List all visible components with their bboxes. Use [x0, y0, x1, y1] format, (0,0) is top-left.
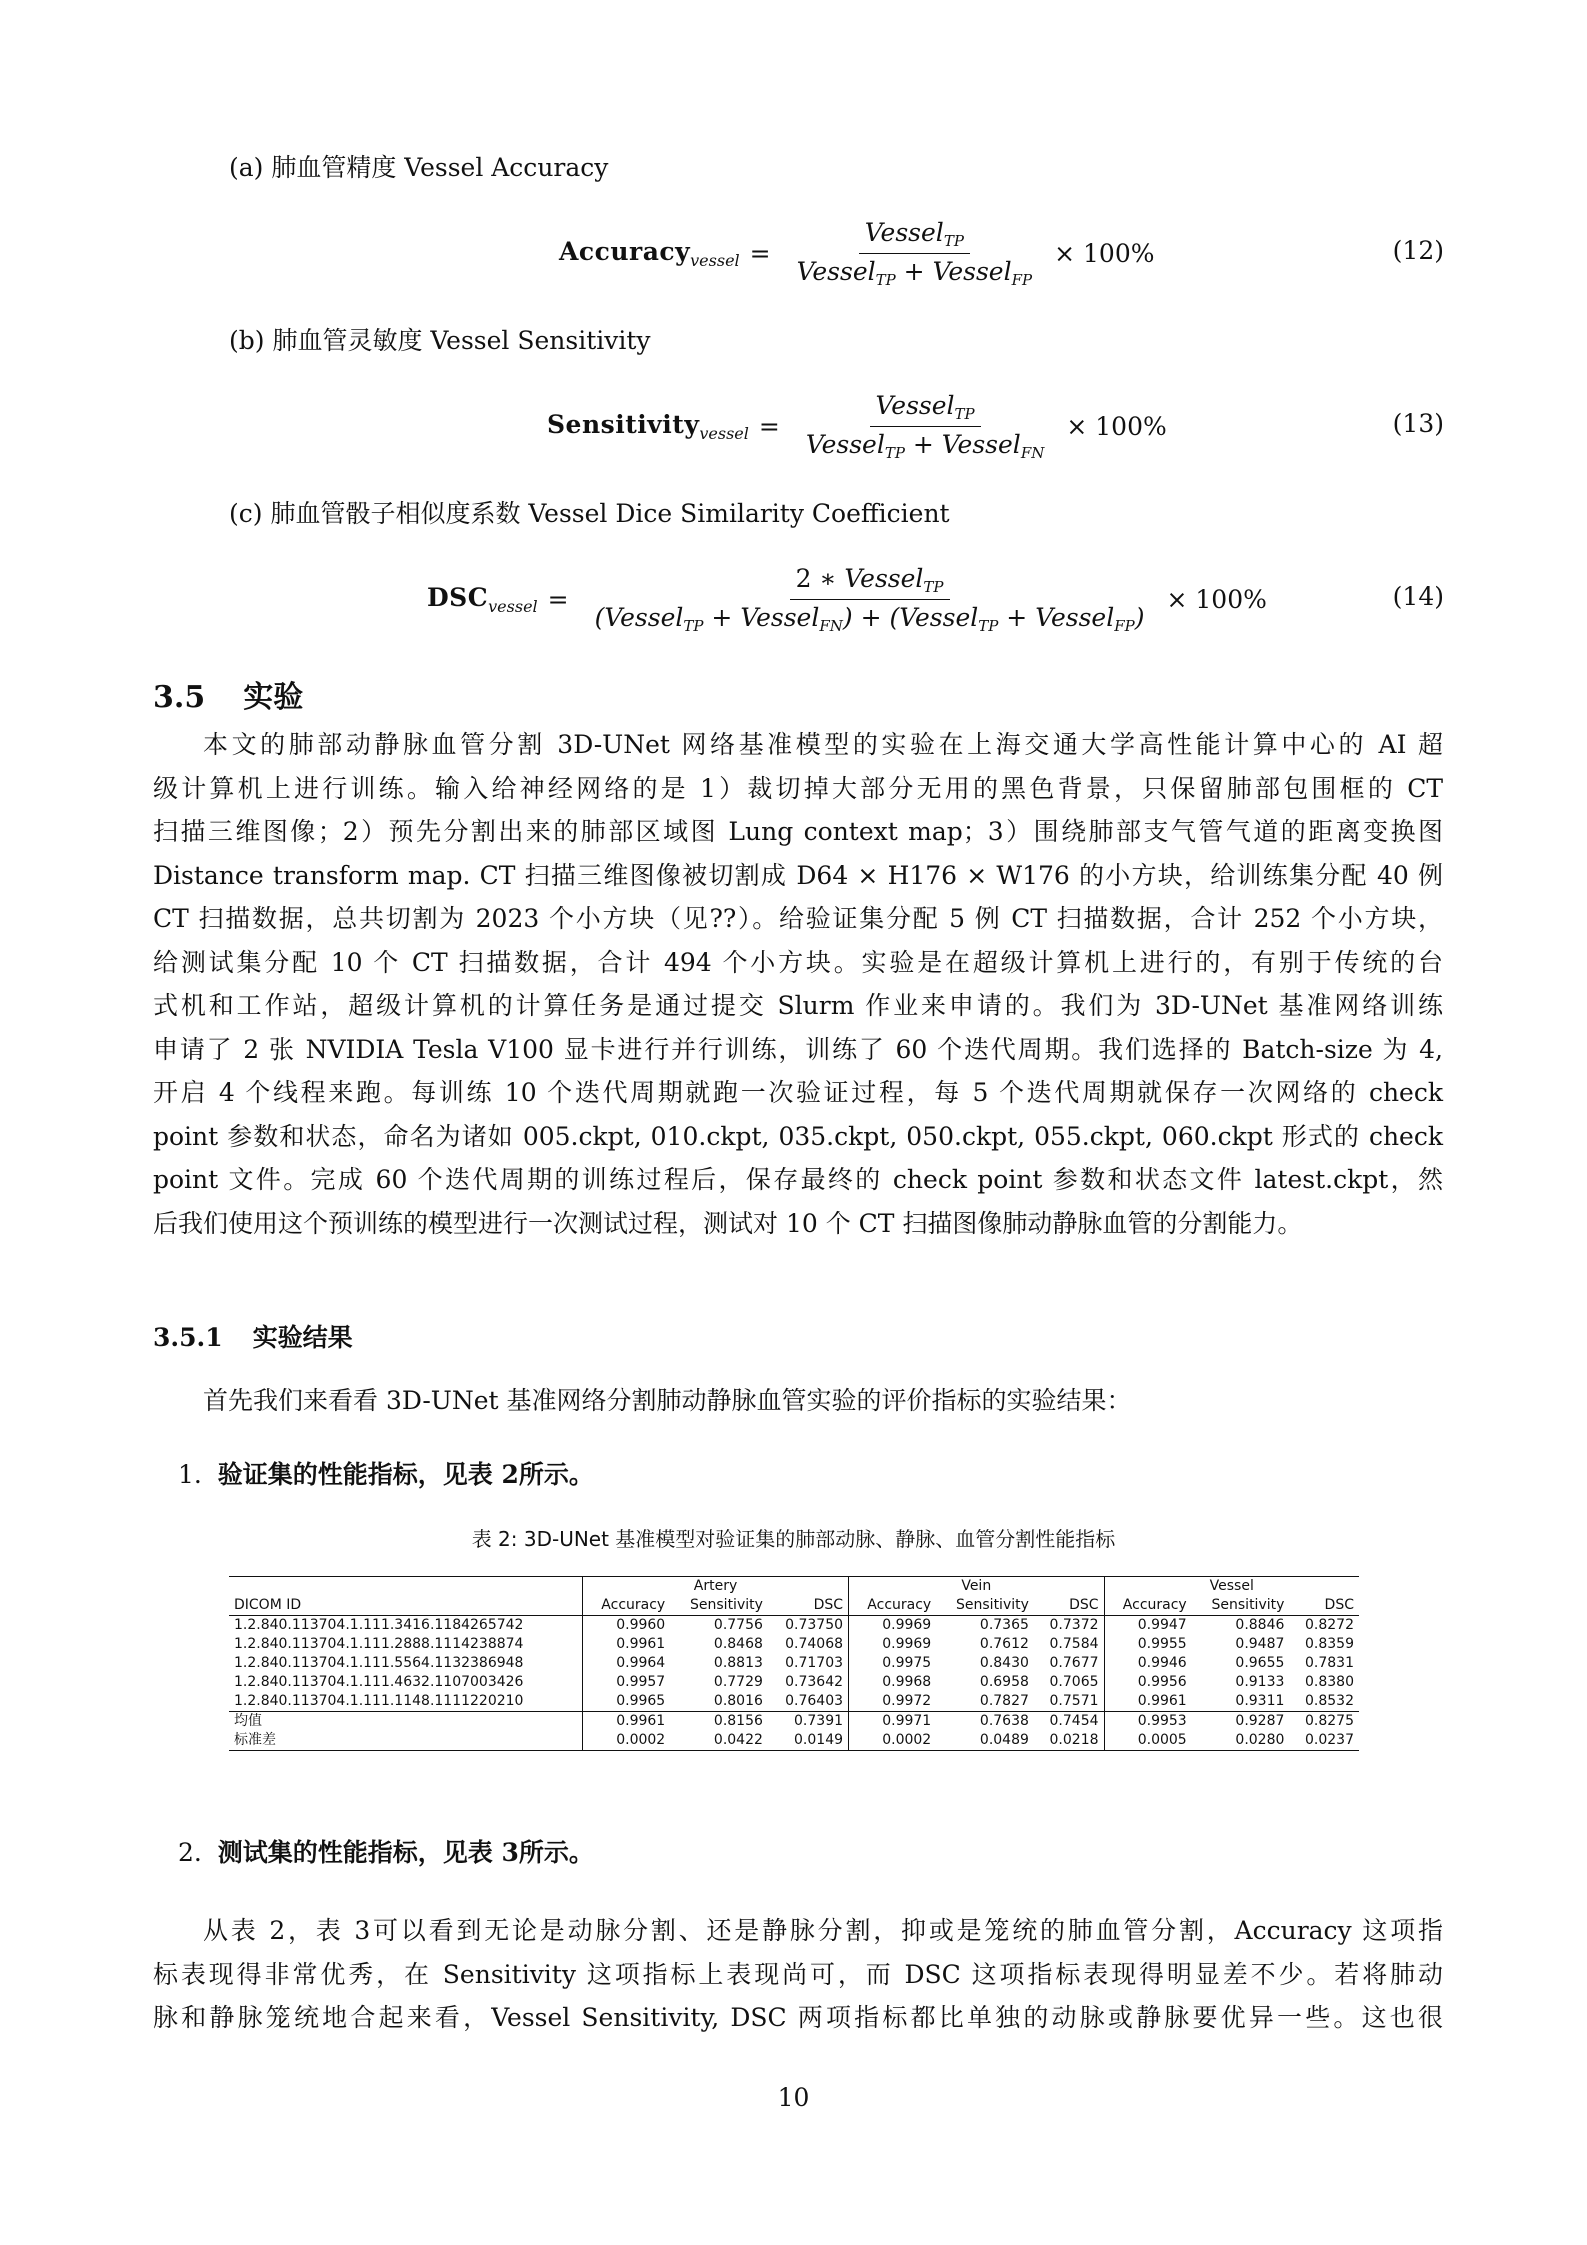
eq12-lhs: Accuracy$_{vessel}$ [559, 236, 740, 270]
metric-cell: 0.9133 [1235, 1674, 1285, 1690]
metric-cell: 0.8468 [713, 1636, 763, 1652]
metric-cell: 0.9965 [616, 1693, 666, 1709]
metric-cell: 0.0002 [583, 1731, 671, 1751]
header-dsc: DSC [768, 1596, 849, 1616]
metric-cell: 0.9964 [616, 1655, 666, 1671]
metric-cell: 0.8156 [670, 1712, 768, 1732]
metric-cell: 0.7677 [1034, 1654, 1104, 1673]
header-accuracy: Accuracy [1104, 1596, 1192, 1616]
metric-cell: 0.74068 [768, 1635, 849, 1654]
metric-cell: 0.8846 [1235, 1617, 1285, 1633]
list-item-validation: 1. 验证集的性能指标，见表 2所示。 [178, 1460, 594, 1489]
list-item-test: 2. 测试集的性能指标，见表 3所示。 [178, 1838, 594, 1867]
metric-cell: 0.9968 [882, 1674, 932, 1690]
metric-cell: 0.8430 [979, 1655, 1029, 1671]
table-caption: 表 2: 3D-UNet 基准模型对验证集的肺部动脉、静脉、血管分割性能指标 [471, 1527, 1116, 1551]
header-dsc: DSC [1289, 1596, 1359, 1616]
metric-cell: 0.9947 [1137, 1617, 1187, 1633]
eq13-fraction: $\frac{Vessel_{TP}}{Vessel_{TP} + Vessel_{FN}}$ [805, 390, 1045, 462]
metric-cell: 0.0280 [1192, 1731, 1290, 1751]
row-label: 1.2.840.113704.1.111.3416.1184265742 [229, 1616, 583, 1636]
metric-cell: 0.9956 [1137, 1674, 1187, 1690]
item-b: (b) 肺血管灵敏度 Vessel Sensitivity [229, 326, 651, 355]
metric-cell: 0.9960 [616, 1617, 666, 1633]
metric-cell: 0.0422 [670, 1731, 768, 1751]
metric-cell: 0.9957 [616, 1674, 666, 1690]
metric-cell: 0.9287 [1192, 1712, 1290, 1732]
header-sensitivity: Sensitivity [936, 1596, 1034, 1616]
metric-cell: 0.7612 [979, 1636, 1029, 1652]
metric-cell: 0.0489 [936, 1731, 1034, 1751]
metric-cell: 0.9487 [1235, 1636, 1285, 1652]
metric-cell: 0.7065 [1034, 1673, 1104, 1692]
section-heading: 3.5 实验 [153, 680, 304, 715]
group-artery: Artery [583, 1577, 849, 1597]
metric-cell: 0.73750 [768, 1616, 849, 1636]
eq14-number: (14) [1392, 582, 1444, 611]
row-label: 1.2.840.113704.1.111.2888.1114238874 [229, 1635, 583, 1654]
metric-cell: 0.7571 [1034, 1692, 1104, 1712]
metric-cell: 0.9961 [1137, 1693, 1187, 1709]
metric-cell: 0.9975 [882, 1655, 932, 1671]
table-row-std [229, 1731, 1359, 1751]
header-accuracy: Accuracy [849, 1596, 937, 1616]
eq12-number: (12) [1392, 236, 1444, 265]
metric-cell: 0.9961 [616, 1636, 666, 1652]
metric-cell: 0.76403 [768, 1692, 849, 1712]
metric-cell: 0.9311 [1235, 1693, 1285, 1709]
metric-cell: 0.7454 [1034, 1712, 1104, 1732]
table-row [229, 1616, 1359, 1636]
metric-cell: 0.9655 [1235, 1655, 1285, 1671]
equation-14: $DSC_{vessel}$ = $\frac{2 ∗ Vessel_{TP}}{(Vessel_{TP} + Vessel_{FN}) + (Vessel_{TP} + Vessel_{FP})}$ × 100% (14) [427, 563, 1444, 635]
eq13-number: (13) [1392, 409, 1444, 438]
metric-cell: 0.7729 [713, 1674, 763, 1690]
metric-cell: 0.8380 [1305, 1674, 1354, 1690]
metric-cell: 0.8016 [713, 1693, 763, 1709]
header-accuracy: Accuracy [583, 1596, 671, 1616]
metric-cell: 0.71703 [768, 1654, 849, 1673]
eq12-fraction: $\frac{Vessel_{TP}}{Vessel_{TP} + Vessel_{FP}}$ [796, 217, 1033, 289]
eq14-lhs: $DSC_{vessel}$ [427, 582, 538, 616]
metric-cell: 0.7756 [713, 1617, 763, 1633]
metric-cell: 0.9969 [882, 1636, 932, 1652]
item-c: (c) 肺血管骰子相似度系数 Vessel Dice Similarity Coefficient [229, 499, 950, 528]
metric-cell: 0.7638 [936, 1712, 1034, 1732]
metric-cell: 0.9971 [849, 1712, 937, 1732]
metric-cell: 0.8272 [1305, 1617, 1354, 1633]
metric-cell: 0.6958 [979, 1674, 1029, 1690]
row-label: 1.2.840.113704.1.111.4632.1107003426 [229, 1673, 583, 1692]
metric-cell: 0.7584 [1034, 1635, 1104, 1654]
metric-cell: 0.0237 [1289, 1731, 1359, 1751]
metric-cell: 0.9961 [583, 1712, 671, 1732]
table-row-mean [229, 1712, 1359, 1732]
metric-cell: 0.8532 [1305, 1693, 1354, 1709]
paragraph-discussion: 从表 2，表 3可以看到无论是动脉分割、还是静脉分割，抑或是笼统的肺血管分割，Accuracy 这项指 标表现得非常优秀，在 Sensitivity 这项指标上表现尚可，而 DSC 这项指标表现得明显差不少。若将肺动 脉和静脉笼统地合起来看，Vessel Sensitivity, DSC 两项指标都比单独的动脉或静脉要优异一些。这也很 [153, 1916, 1443, 2032]
table-row [229, 1692, 1359, 1712]
header-sensitivity: Sensitivity [1192, 1596, 1290, 1616]
metric-cell: 0.8275 [1289, 1712, 1359, 1732]
performance-table [229, 1576, 1359, 1751]
metric-cell: 0.9972 [882, 1693, 932, 1709]
table-row [229, 1654, 1359, 1673]
table-body [229, 1616, 1359, 1751]
metric-cell: 0.8813 [713, 1655, 763, 1671]
metric-cell: 0.9953 [1104, 1712, 1192, 1732]
item-a: (a) 肺血管精度 Vessel Accuracy [229, 153, 609, 182]
metric-cell: 0.9969 [882, 1617, 932, 1633]
metric-cell: 0.7827 [979, 1693, 1029, 1709]
metric-cell: 0.0218 [1034, 1731, 1104, 1751]
metric-cell: 0.73642 [768, 1673, 849, 1692]
paragraph-experiment: 本文的肺部动静脉血管分割 3D-UNet 网络基准模型的实验在上海交通大学高性能计算中心的 AI 超 级计算机上进行训练。输入给神经网络的是 1）裁切掉大部分无用的黑色背景，只保留肺部包围框的 CT 扫描三维图像；2）预先分割出来的肺部区域图 Lung context map；3）围绕肺部支气管气道的距离变换图 Distance transform map. CT 扫描三维图像被切割成 D64 × H176 × W176 的小方块，给训练集分配 40 例 CT 扫描数据，总共切割为 2023 个小方块（见??）。给验证集分配 5 例 CT 扫描数据，合计 252 个小方块， 给测试集分配 10 个 CT 扫描数据，合计 494 个小方块。实验是在超级计算机上进行的，有别于传统的台 式机和工作站，超级计算机的计算任务是通过提交 Slurm 作业来申请的。我们为 3D-UNet 基准网络训练 申请了 2 张 NVIDIA Tesla V100 显卡进行并行训练，训练了 60 个迭代周期。我们选择的 Batch-size 为 4, 开启 4 个线程来跑。每训练 10 个迭代周期就跑一次验证过程，每 5 个迭代周期就保存一次网络的 check point 参数和状态，命名为诸如 005.ckpt, 010.ckpt, 035.ckpt, 050.ckpt, 055.ckpt, 060.ckpt 形式的 check point 文件。完成 60 个迭代周期的训练过程后，保存最终的 check point 参数和状态文件 latest.ckpt，然 后我们使用这个预训练的模型进行一次测试过程，测试对 10 个 CT 扫描图像肺动静脉血管的分割能力。 [153, 730, 1443, 1238]
metric-cell: 0.8359 [1305, 1636, 1354, 1652]
page-number: 10 [777, 2083, 810, 2112]
header-sensitivity: Sensitivity [670, 1596, 768, 1616]
eq14-fraction: $\frac{2 ∗ Vessel_{TP}}{(Vessel_{TP} + Vessel_{FN}) + (Vessel_{TP} + Vessel_{FP})}$ [594, 563, 1145, 635]
metric-cell: 0.7365 [979, 1617, 1029, 1633]
group-vein: Vein [849, 1577, 1105, 1597]
group-vessel: Vessel [1104, 1577, 1359, 1597]
row-label: 均值 [229, 1712, 583, 1732]
metric-cell: 0.7372 [1034, 1616, 1104, 1636]
header-dsc: DSC [1034, 1596, 1104, 1616]
metric-cell: 0.0002 [849, 1731, 937, 1751]
row-label: 1.2.840.113704.1.111.1148.1111220210 [229, 1692, 583, 1712]
equation-13: Sensitivity$_{vessel}$ = $\frac{Vessel_{TP}}{Vessel_{TP} + Vessel_{FN}}$ × 100% (13) [547, 390, 1444, 462]
results-intro: 首先我们来看看 3D-UNet 基准网络分割肺动静脉血管实验的评价指标的实验结果： [203, 1386, 1132, 1415]
header-dicom-id: DICOM ID [229, 1596, 583, 1616]
row-label: 1.2.840.113704.1.111.5564.1132386948 [229, 1654, 583, 1673]
metric-cell: 0.7391 [768, 1712, 849, 1732]
metric-cell: 0.9955 [1137, 1636, 1187, 1652]
metric-cell: 0.9946 [1137, 1655, 1187, 1671]
row-label: 标准差 [229, 1731, 583, 1751]
subsection-heading: 3.5.1 实验结果 [153, 1323, 353, 1352]
metric-cell: 0.7831 [1305, 1655, 1354, 1671]
metric-cell: 0.0005 [1104, 1731, 1192, 1751]
equation-12: Accuracy$_{vessel}$ = $\frac{Vessel_{TP}}{Vessel_{TP} + Vessel_{FP}}$ × 100% (12) [559, 217, 1444, 289]
table-row [229, 1673, 1359, 1692]
table-row [229, 1635, 1359, 1654]
eq13-lhs: Sensitivity$_{vessel}$ [547, 409, 749, 443]
metric-cell: 0.0149 [768, 1731, 849, 1751]
